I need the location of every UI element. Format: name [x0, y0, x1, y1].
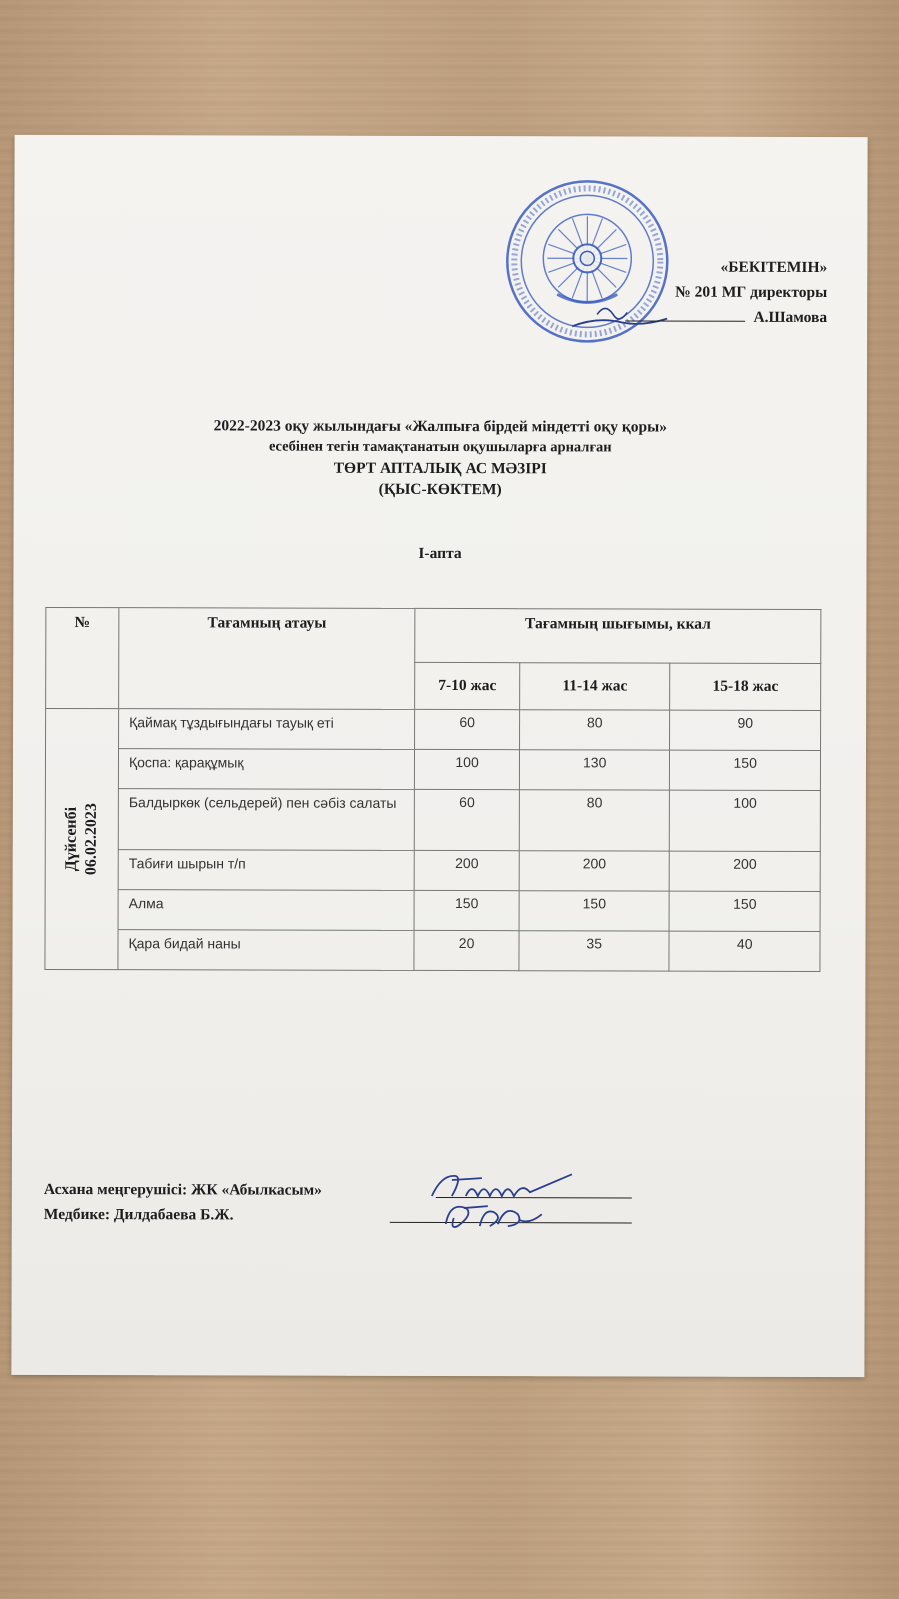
header-age-15-18: 15-18 жас: [670, 663, 821, 711]
table-row: [45, 788, 820, 851]
kcal-11-14: 80: [519, 790, 670, 851]
header-dish-name: Тағамның атауы: [119, 608, 416, 710]
document-sheet: [11, 135, 867, 1377]
dish-name: Қоспа: қарақұмық: [118, 749, 414, 790]
dish-name: Алма: [118, 890, 414, 931]
kcal-7-10: 100: [415, 749, 520, 789]
kcal-11-14: 150: [519, 891, 670, 931]
heading-line-3: ТӨРТ АПТАЛЫҚ АС МӘЗІРІ: [333, 459, 547, 478]
day-cell: [45, 708, 119, 969]
dish-name: Қаймақ тұздығындағы тауық еті: [119, 709, 415, 750]
approval-position: № 201 МГ директоры: [675, 283, 828, 302]
heading-line-4: (ҚЫС-КӨКТЕМ): [378, 480, 502, 499]
canteen-head-label: Асхана меңгерушісі: ЖК «Абылкасым»: [43, 1180, 322, 1199]
signatures-block: [44, 1177, 322, 1228]
menu-table: [44, 607, 821, 972]
kcal-15-18: 200: [670, 851, 821, 891]
header-age-7-10: 7-10 жас: [415, 662, 520, 710]
header-output: Тағамның шығымы, ккал: [415, 608, 821, 663]
day-label: [62, 803, 102, 875]
heading-line-1: 2022-2023 оқу жылындағы «Жалпыға бірдей міндетті оқу қоры»: [213, 417, 668, 436]
table-row: [45, 889, 820, 931]
kcal-7-10: 150: [414, 890, 519, 930]
kcal-15-18: 100: [670, 790, 821, 851]
dish-name: Қара бидай наны: [118, 930, 414, 971]
kcal-15-18: 150: [670, 750, 821, 790]
kcal-7-10: 200: [414, 850, 519, 890]
dish-name: Табиғи шырын т/п: [118, 850, 414, 891]
kcal-15-18: 90: [670, 710, 821, 750]
header-number: №: [46, 607, 119, 708]
document-heading: [14, 415, 867, 501]
kcal-7-10: 60: [415, 709, 520, 749]
approval-title: «БЕКІТЕМІН»: [720, 258, 828, 277]
kcal-7-10: 20: [414, 930, 519, 970]
kcal-11-14: 80: [519, 710, 670, 750]
week-label: І-апта: [418, 544, 462, 563]
table-row: [45, 849, 820, 891]
header-age-11-14: 11-14 жас: [520, 662, 671, 710]
kcal-15-18: 150: [670, 891, 821, 931]
table-row: [45, 748, 820, 790]
table-row: [45, 929, 820, 971]
day-date: 06.02.2023: [82, 803, 100, 876]
approval-signature-line: [625, 320, 745, 321]
kcal-11-14: 130: [519, 750, 670, 790]
approval-name: А.Шамова: [753, 308, 828, 327]
kcal-7-10: 60: [415, 789, 520, 850]
kcal-15-18: 40: [669, 931, 820, 971]
dish-name: Балдыркөк (сельдерей) пен сәбіз салаты: [118, 789, 414, 851]
table-row: [46, 708, 821, 750]
heading-line-2: есебінен тегін тамақтанатын оқушыларға арналған: [268, 438, 612, 456]
header-row: [46, 607, 821, 663]
kcal-11-14: 200: [519, 851, 670, 891]
approval-block: [625, 254, 827, 330]
nurse-signature: [440, 1196, 550, 1236]
nurse-label: Медбике: Дилдабаева Б.Ж.: [43, 1205, 234, 1224]
kcal-11-14: 35: [519, 931, 670, 971]
day-name: Дүйсенбі: [62, 806, 80, 872]
